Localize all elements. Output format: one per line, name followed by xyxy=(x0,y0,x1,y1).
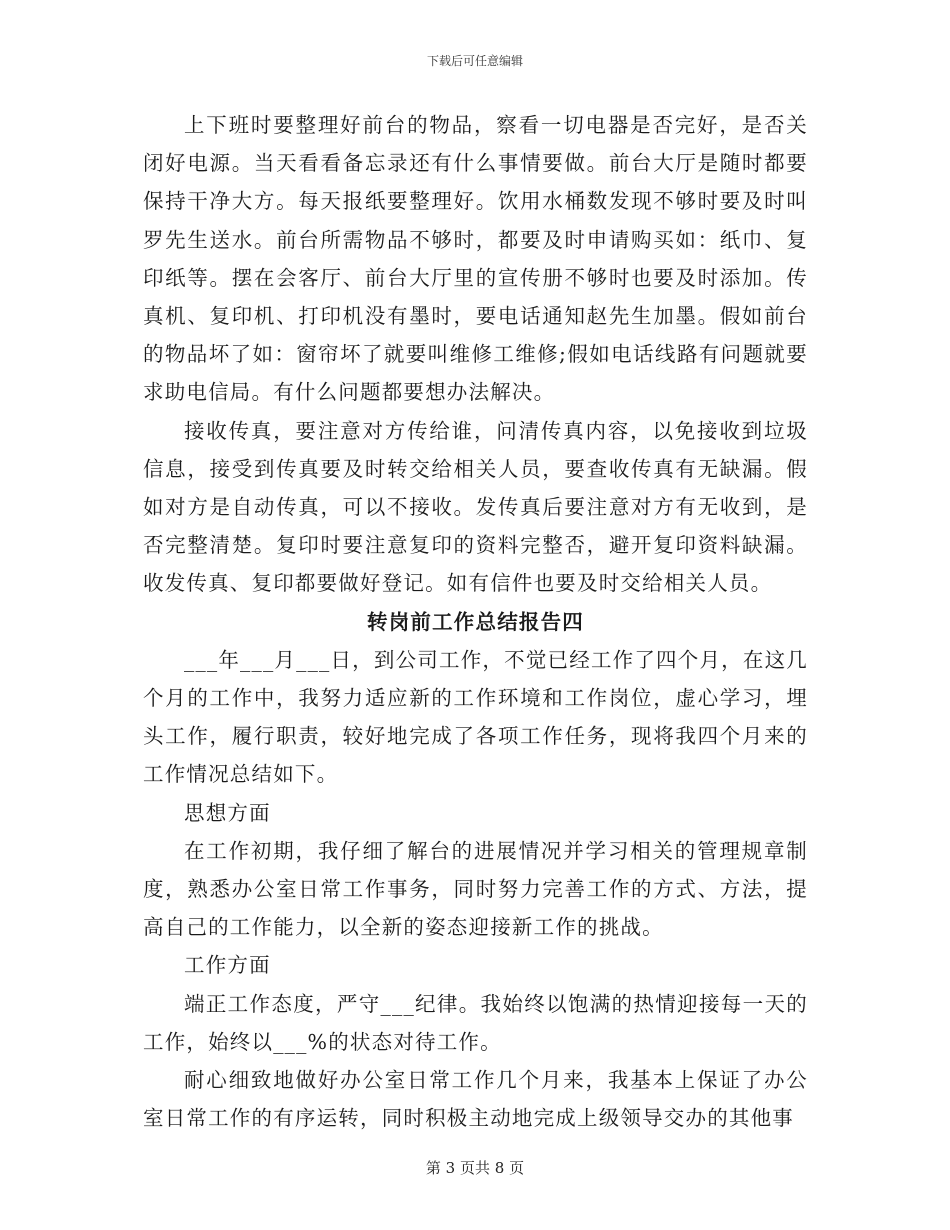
page-header-note: 下载后可任意编辑 xyxy=(426,54,523,68)
body-paragraph: 在工作初期，我仔细了解台的进展情况并学习相关的管理规章制度，熟悉办公室日常工作事务，同时努力完善工作的方式、方法，提高自己的工作能力，以全新的姿态迎接新工作的挑战。 xyxy=(143,838,808,940)
body-paragraph: ___年___月___日，到公司工作，不觉已经工作了四个月，在这几个月的工作中，我努力适应新的工作环境和工作岗位，虚心学习，埋头工作，履行职责，较好地完成了各项工作任务，现将我四个月来的工作情况总结如下。 xyxy=(143,647,808,787)
body-paragraph: 接收传真，要注意对方传给谁，问清传真内容，以免接收到垃圾信息，接受到传真要及时转交给相关人员，要查收传真有无缺漏。假如对方是自动传真，可以不接收。发传真后要注意对方有无收到，是否完整清楚。复印时要注意复印的资料完整否，避开复印资料缺漏。收发传真、复印都要做好登记。如有信件也要及时交给相关人员。 xyxy=(143,418,808,596)
subheading: 思想方面 xyxy=(184,800,271,825)
document-body xyxy=(143,106,808,1137)
section-title: 转岗前工作总结报告四 xyxy=(367,609,584,634)
body-paragraph: 耐心细致地做好办公室日常工作几个月来，我基本上保证了办公室日常工作的有序运转，同时积极主动地完成上级领导交办的其他事 xyxy=(143,1068,808,1131)
subheading: 工作方面 xyxy=(184,953,271,978)
page-number: 第 3 页共 8 页 xyxy=(425,1159,525,1177)
body-paragraph: 上下班时要整理好前台的物品，察看一切电器是否完好，是否关闭好电源。当天看看备忘录还有什么事情要做。前台大厅是随时都要保持干净大方。每天报纸要整理好。饮用水桶数发现不够时要及时叫罗先生送水。前台所需物品不够时，都要及时申请购买如：纸巾、复印纸等。摆在会客厅、前台大厅里的宣传册不够时也要及时添加。传真机、复印机、打印机没有墨时，要电话通知赵先生加墨。假如前台的物品坏了如：窗帘坏了就要叫维修工维修;假如电话线路有问题就要求助电信局。有什么问题都要想办法解决。 xyxy=(143,113,808,405)
body-paragraph: 端正工作态度，严守___纪律。我始终以饱满的热情迎接每一天的工作，始终以___%的状态对待工作。 xyxy=(143,991,808,1054)
